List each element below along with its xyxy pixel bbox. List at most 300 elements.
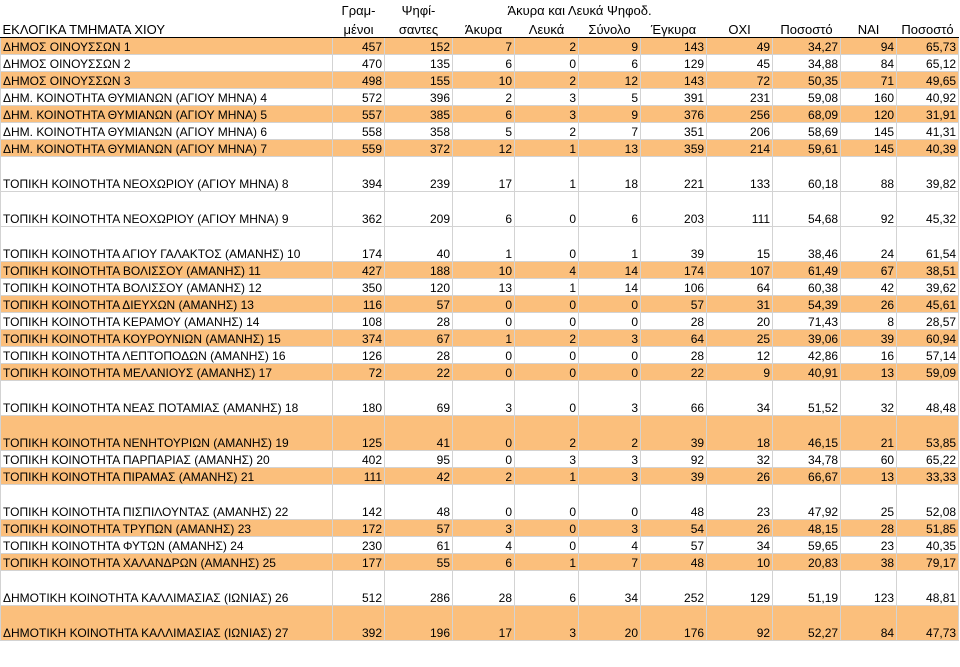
cell-blank: 0 [515, 313, 579, 330]
cell-voted: 57 [385, 296, 453, 313]
cell-yes: 120 [841, 106, 897, 123]
section-name-cell: ΤΟΠΙΚΗ ΚΟΙΝΟΤΗΤΑ ΤΡΥΠΩΝ (ΑΜΑΝΗΣ) 23 [1, 520, 333, 537]
cell-blank: 1 [515, 468, 579, 485]
cell-voted: 396 [385, 89, 453, 106]
cell-yes-percent: 65,22 [897, 451, 959, 468]
cell-valid: 48 [641, 485, 707, 520]
cell-invalid: 10 [453, 262, 515, 279]
cell-registered: 125 [333, 416, 385, 451]
cell-no-percent: 54,68 [773, 192, 841, 227]
section-name-cell: ΤΟΠΙΚΗ ΚΟΙΝΟΤΗΤΑ ΝΕΑΣ ΠΟΤΑΜΙΑΣ (ΑΜΑΝΗΣ) 18 [1, 381, 333, 416]
section-name-cell: ΤΟΠΙΚΗ ΚΟΙΝΟΤΗΤΑ ΜΕΛΑΝΙΟΥΣ (ΑΜΑΝΗΣ) 17 [1, 364, 333, 381]
section-name-cell: ΤΟΠΙΚΗ ΚΟΙΝΟΤΗΤΑ ΠΙΣΠΙΛΟΥΝΤΑΣ (ΑΜΑΝΗΣ) 22 [1, 485, 333, 520]
cell-no: 23 [707, 485, 773, 520]
cell-valid: 64 [641, 330, 707, 347]
section-name-cell: ΔΗΜΟΣ ΟΙΝΟΥΣΣΩΝ 2 [1, 55, 333, 72]
header-no-percent: Ποσοστό [773, 18, 841, 38]
cell-total: 3 [579, 451, 641, 468]
cell-yes-percent: 31,91 [897, 106, 959, 123]
section-name-cell: ΤΟΠΙΚΗ ΚΟΙΝΟΤΗΤΑ ΧΑΛΑΝΔΡΩΝ (ΑΜΑΝΗΣ) 25 [1, 554, 333, 571]
table-row [1, 606, 959, 641]
cell-blank: 0 [515, 227, 579, 262]
cell-yes: 88 [841, 157, 897, 192]
cell-yes-percent: 79,17 [897, 554, 959, 571]
cell-no: 231 [707, 89, 773, 106]
section-name-cell: ΔΗΜΟΤΙΚΗ ΚΟΙΝΟΤΗΤΑ ΚΑΛΛΙΜΑΣΙΑΣ (ΙΩΝΙΑΣ) 26 [1, 571, 333, 606]
cell-registered: 557 [333, 106, 385, 123]
cell-yes-percent: 40,35 [897, 537, 959, 554]
cell-valid: 57 [641, 537, 707, 554]
cell-no-percent: 20,83 [773, 554, 841, 571]
cell-no-percent: 59,65 [773, 537, 841, 554]
header-row-2 [1, 18, 959, 38]
section-name-cell: ΤΟΠΙΚΗ ΚΟΙΝΟΤΗΤΑ ΔΙΕΥΧΩΝ (ΑΜΑΝΗΣ) 13 [1, 296, 333, 313]
cell-yes-percent: 53,85 [897, 416, 959, 451]
header-valid: Έγκυρα [641, 18, 707, 38]
cell-total: 14 [579, 262, 641, 279]
cell-yes-percent: 57,14 [897, 347, 959, 364]
cell-total: 9 [579, 106, 641, 123]
cell-blank: 0 [515, 364, 579, 381]
cell-invalid: 0 [453, 313, 515, 330]
cell-yes-percent: 48,48 [897, 381, 959, 416]
table-row [1, 140, 959, 157]
section-name-cell: ΤΟΠΙΚΗ ΚΟΙΝΟΤΗΤΑ ΝΕΝΗΤΟΥΡΙΩΝ (ΑΜΑΝΗΣ) 19 [1, 416, 333, 451]
cell-voted: 28 [385, 347, 453, 364]
cell-yes: 24 [841, 227, 897, 262]
cell-yes-percent: 51,85 [897, 520, 959, 537]
table-row [1, 520, 959, 537]
cell-invalid: 0 [453, 364, 515, 381]
cell-voted: 28 [385, 313, 453, 330]
section-name-cell: ΤΟΠΙΚΗ ΚΟΙΝΟΤΗΤΑ ΠΑΡΠΑΡΙΑΣ (ΑΜΑΝΗΣ) 20 [1, 451, 333, 468]
cell-no: 133 [707, 157, 773, 192]
cell-blank: 0 [515, 381, 579, 416]
cell-blank: 4 [515, 262, 579, 279]
cell-valid: 92 [641, 451, 707, 468]
cell-registered: 174 [333, 227, 385, 262]
table-row [1, 485, 959, 520]
cell-yes-percent: 45,32 [897, 192, 959, 227]
cell-yes-percent: 48,81 [897, 571, 959, 606]
cell-yes-percent: 40,39 [897, 140, 959, 157]
table-row [1, 55, 959, 72]
cell-no-percent: 60,18 [773, 157, 841, 192]
table-row [1, 571, 959, 606]
header-no: ΟΧΙ [707, 18, 773, 38]
section-name-cell: ΤΟΠΙΚΗ ΚΟΙΝΟΤΗΤΑ ΝΕΟΧΩΡΙΟΥ (ΑΓΙΟΥ ΜΗΝΑ) 8 [1, 157, 333, 192]
cell-no-percent: 51,19 [773, 571, 841, 606]
cell-voted: 135 [385, 55, 453, 72]
cell-invalid: 0 [453, 416, 515, 451]
cell-yes-percent: 59,09 [897, 364, 959, 381]
header-registered: μένοι [333, 18, 385, 38]
cell-registered: 512 [333, 571, 385, 606]
cell-voted: 95 [385, 451, 453, 468]
cell-voted: 209 [385, 192, 453, 227]
header-row-1 [1, 0, 959, 18]
cell-voted: 55 [385, 554, 453, 571]
cell-yes: 32 [841, 381, 897, 416]
cell-invalid: 3 [453, 520, 515, 537]
cell-yes: 13 [841, 364, 897, 381]
cell-voted: 152 [385, 38, 453, 55]
cell-voted: 372 [385, 140, 453, 157]
cell-no: 34 [707, 537, 773, 554]
table-row [1, 192, 959, 227]
cell-no: 256 [707, 106, 773, 123]
header-blank [1, 0, 333, 18]
cell-yes: 23 [841, 537, 897, 554]
cell-no-percent: 42,86 [773, 347, 841, 364]
table-body [1, 38, 959, 641]
cell-no-percent: 59,61 [773, 140, 841, 157]
cell-invalid: 13 [453, 279, 515, 296]
cell-yes: 84 [841, 606, 897, 641]
cell-valid: 176 [641, 606, 707, 641]
cell-invalid: 4 [453, 537, 515, 554]
cell-total: 3 [579, 468, 641, 485]
cell-valid: 39 [641, 468, 707, 485]
cell-yes: 67 [841, 262, 897, 279]
cell-no-percent: 39,06 [773, 330, 841, 347]
cell-blank: 3 [515, 606, 579, 641]
cell-no-percent: 66,67 [773, 468, 841, 485]
cell-no-percent: 59,08 [773, 89, 841, 106]
cell-no-percent: 46,15 [773, 416, 841, 451]
cell-blank: 0 [515, 520, 579, 537]
table-row [1, 157, 959, 192]
cell-blank: 3 [515, 106, 579, 123]
cell-no-percent: 48,15 [773, 520, 841, 537]
cell-invalid: 2 [453, 89, 515, 106]
cell-registered: 392 [333, 606, 385, 641]
cell-voted: 57 [385, 520, 453, 537]
table-row [1, 416, 959, 451]
cell-no-percent: 68,09 [773, 106, 841, 123]
cell-invalid: 1 [453, 227, 515, 262]
cell-yes: 123 [841, 571, 897, 606]
cell-registered: 427 [333, 262, 385, 279]
cell-registered: 457 [333, 38, 385, 55]
cell-yes: 8 [841, 313, 897, 330]
section-name-cell: ΔΗΜ. ΚΟΙΝΟΤΗΤΑ ΘΥΜΙΑΝΩΝ (ΑΓΙΟΥ ΜΗΝΑ) 7 [1, 140, 333, 157]
cell-yes: 16 [841, 347, 897, 364]
cell-yes: 39 [841, 330, 897, 347]
cell-blank: 1 [515, 157, 579, 192]
table-row [1, 227, 959, 262]
header-voted: σαντες [385, 18, 453, 38]
cell-blank: 2 [515, 123, 579, 140]
table-row [1, 89, 959, 106]
cell-yes-percent: 61,54 [897, 227, 959, 262]
cell-no: 9 [707, 364, 773, 381]
cell-yes-percent: 60,94 [897, 330, 959, 347]
cell-yes: 38 [841, 554, 897, 571]
cell-no: 129 [707, 571, 773, 606]
cell-registered: 177 [333, 554, 385, 571]
cell-registered: 116 [333, 296, 385, 313]
cell-blank: 2 [515, 330, 579, 347]
cell-yes: 28 [841, 520, 897, 537]
cell-registered: 559 [333, 140, 385, 157]
cell-yes-percent: 65,73 [897, 38, 959, 55]
cell-yes-percent: 39,62 [897, 279, 959, 296]
cell-no: 111 [707, 192, 773, 227]
cell-no-percent: 51,52 [773, 381, 841, 416]
cell-no: 26 [707, 520, 773, 537]
cell-valid: 143 [641, 72, 707, 89]
cell-yes-percent: 38,51 [897, 262, 959, 279]
table-row [1, 313, 959, 330]
header-yes: ΝΑΙ [841, 18, 897, 38]
cell-total: 6 [579, 192, 641, 227]
cell-yes-percent: 65,12 [897, 55, 959, 72]
section-name-cell: ΤΟΠΙΚΗ ΚΟΙΝΟΤΗΤΑ ΠΙΡΑΜΑΣ (ΑΜΑΝΗΣ) 21 [1, 468, 333, 485]
cell-no: 31 [707, 296, 773, 313]
cell-valid: 252 [641, 571, 707, 606]
cell-yes: 26 [841, 296, 897, 313]
cell-total: 0 [579, 313, 641, 330]
cell-registered: 142 [333, 485, 385, 520]
cell-no: 10 [707, 554, 773, 571]
cell-invalid: 17 [453, 157, 515, 192]
cell-no: 18 [707, 416, 773, 451]
cell-voted: 286 [385, 571, 453, 606]
header-registered-top: Γραμ- [341, 3, 376, 18]
cell-total: 7 [579, 554, 641, 571]
cell-voted: 239 [385, 157, 453, 192]
section-name-cell: ΔΗΜ. ΚΟΙΝΟΤΗΤΑ ΘΥΜΙΑΝΩΝ (ΑΓΙΟΥ ΜΗΝΑ) 5 [1, 106, 333, 123]
cell-yes: 160 [841, 89, 897, 106]
cell-yes: 94 [841, 38, 897, 55]
cell-valid: 48 [641, 554, 707, 571]
cell-voted: 385 [385, 106, 453, 123]
cell-no: 34 [707, 381, 773, 416]
cell-valid: 66 [641, 381, 707, 416]
cell-invalid: 6 [453, 192, 515, 227]
cell-total: 20 [579, 606, 641, 641]
cell-no: 15 [707, 227, 773, 262]
cell-voted: 67 [385, 330, 453, 347]
cell-total: 6 [579, 55, 641, 72]
header-invalid-blank-group: Άκυρα και Λευκά Ψηφοδ. [507, 3, 652, 18]
cell-invalid: 6 [453, 55, 515, 72]
cell-total: 0 [579, 364, 641, 381]
cell-valid: 22 [641, 364, 707, 381]
cell-voted: 69 [385, 381, 453, 416]
header-total: Σύνολο [579, 18, 641, 38]
cell-registered: 498 [333, 72, 385, 89]
table-row [1, 262, 959, 279]
section-name-cell: ΤΟΠΙΚΗ ΚΟΙΝΟΤΗΤΑ ΒΟΛΙΣΣΟΥ (ΑΜΑΝΗΣ) 12 [1, 279, 333, 296]
cell-no-percent: 52,27 [773, 606, 841, 641]
cell-invalid: 5 [453, 123, 515, 140]
cell-blank: 1 [515, 279, 579, 296]
cell-blank: 0 [515, 347, 579, 364]
cell-invalid: 3 [453, 381, 515, 416]
cell-valid: 106 [641, 279, 707, 296]
cell-valid: 174 [641, 262, 707, 279]
section-name-cell: ΔΗΜΟΣ ΟΙΝΟΥΣΣΩΝ 3 [1, 72, 333, 89]
cell-no-percent: 34,27 [773, 38, 841, 55]
cell-blank: 0 [515, 537, 579, 554]
cell-yes: 25 [841, 485, 897, 520]
cell-voted: 41 [385, 416, 453, 451]
cell-invalid: 2 [453, 468, 515, 485]
cell-valid: 391 [641, 89, 707, 106]
cell-yes: 60 [841, 451, 897, 468]
table-row [1, 381, 959, 416]
cell-valid: 28 [641, 313, 707, 330]
table-row [1, 347, 959, 364]
cell-total: 3 [579, 330, 641, 347]
cell-blank: 1 [515, 554, 579, 571]
cell-no: 107 [707, 262, 773, 279]
cell-yes-percent: 49,65 [897, 72, 959, 89]
cell-registered: 180 [333, 381, 385, 416]
cell-yes: 21 [841, 416, 897, 451]
cell-yes-percent: 39,82 [897, 157, 959, 192]
cell-no-percent: 54,39 [773, 296, 841, 313]
cell-no-percent: 60,38 [773, 279, 841, 296]
cell-valid: 143 [641, 38, 707, 55]
cell-no: 49 [707, 38, 773, 55]
cell-total: 18 [579, 157, 641, 192]
cell-invalid: 12 [453, 140, 515, 157]
cell-valid: 351 [641, 123, 707, 140]
table-row [1, 38, 959, 55]
table-row [1, 123, 959, 140]
cell-yes: 13 [841, 468, 897, 485]
cell-valid: 54 [641, 520, 707, 537]
cell-blank: 3 [515, 89, 579, 106]
cell-voted: 48 [385, 485, 453, 520]
cell-invalid: 17 [453, 606, 515, 641]
cell-total: 1 [579, 227, 641, 262]
cell-total: 3 [579, 381, 641, 416]
cell-no: 25 [707, 330, 773, 347]
cell-voted: 155 [385, 72, 453, 89]
cell-invalid: 0 [453, 296, 515, 313]
cell-voted: 61 [385, 537, 453, 554]
cell-yes: 71 [841, 72, 897, 89]
cell-total: 13 [579, 140, 641, 157]
cell-total: 2 [579, 416, 641, 451]
cell-no: 214 [707, 140, 773, 157]
cell-total: 7 [579, 123, 641, 140]
cell-voted: 40 [385, 227, 453, 262]
table-row [1, 468, 959, 485]
section-name-cell: ΤΟΠΙΚΗ ΚΟΙΝΟΤΗΤΑ ΦΥΤΩΝ (ΑΜΑΝΗΣ) 24 [1, 537, 333, 554]
cell-no-percent: 40,91 [773, 364, 841, 381]
cell-blank: 0 [515, 192, 579, 227]
cell-no-percent: 50,35 [773, 72, 841, 89]
cell-yes-percent: 52,08 [897, 485, 959, 520]
cell-blank: 3 [515, 451, 579, 468]
cell-total: 34 [579, 571, 641, 606]
section-name-cell: ΤΟΠΙΚΗ ΚΟΙΝΟΤΗΤΑ ΛΕΠΤΟΠΟΔΩΝ (ΑΜΑΝΗΣ) 16 [1, 347, 333, 364]
cell-valid: 39 [641, 416, 707, 451]
cell-registered: 72 [333, 364, 385, 381]
header-yes-percent: Ποσοστό [897, 18, 959, 38]
section-name-cell: ΤΟΠΙΚΗ ΚΟΙΝΟΤΗΤΑ ΚΕΡΑΜΟΥ (ΑΜΑΝΗΣ) 14 [1, 313, 333, 330]
cell-registered: 362 [333, 192, 385, 227]
cell-no-percent: 34,78 [773, 451, 841, 468]
cell-voted: 196 [385, 606, 453, 641]
cell-invalid: 1 [453, 330, 515, 347]
cell-blank: 6 [515, 571, 579, 606]
cell-valid: 39 [641, 227, 707, 262]
section-name-cell: ΤΟΠΙΚΗ ΚΟΙΝΟΤΗΤΑ ΑΓΙΟΥ ΓΑΛΑΚΤΟΣ (ΑΜΑΝΗΣ) 10 [1, 227, 333, 262]
section-name-cell: ΔΗΜΟΣ ΟΙΝΟΥΣΣΩΝ 1 [1, 38, 333, 55]
cell-blank: 2 [515, 72, 579, 89]
cell-voted: 42 [385, 468, 453, 485]
cell-yes-percent: 40,92 [897, 89, 959, 106]
cell-blank: 0 [515, 55, 579, 72]
cell-valid: 221 [641, 157, 707, 192]
cell-yes-percent: 47,73 [897, 606, 959, 641]
cell-total: 12 [579, 72, 641, 89]
cell-valid: 359 [641, 140, 707, 157]
table-row [1, 330, 959, 347]
cell-registered: 470 [333, 55, 385, 72]
table-row [1, 451, 959, 468]
cell-total: 14 [579, 279, 641, 296]
cell-yes-percent: 41,31 [897, 123, 959, 140]
cell-voted: 358 [385, 123, 453, 140]
cell-invalid: 0 [453, 485, 515, 520]
table-row [1, 106, 959, 123]
cell-blank: 2 [515, 416, 579, 451]
cell-registered: 350 [333, 279, 385, 296]
cell-registered: 172 [333, 520, 385, 537]
cell-registered: 394 [333, 157, 385, 192]
table-row [1, 296, 959, 313]
cell-voted: 22 [385, 364, 453, 381]
cell-yes: 92 [841, 192, 897, 227]
cell-voted: 120 [385, 279, 453, 296]
cell-yes-percent: 33,33 [897, 468, 959, 485]
cell-yes-percent: 45,61 [897, 296, 959, 313]
cell-invalid: 7 [453, 38, 515, 55]
cell-invalid: 6 [453, 554, 515, 571]
section-name-cell: ΔΗΜΟΤΙΚΗ ΚΟΙΝΟΤΗΤΑ ΚΑΛΛΙΜΑΣΙΑΣ (ΙΩΝΙΑΣ) 27 [1, 606, 333, 641]
table-row [1, 554, 959, 571]
cell-invalid: 0 [453, 347, 515, 364]
cell-yes: 145 [841, 123, 897, 140]
cell-invalid: 28 [453, 571, 515, 606]
cell-total: 3 [579, 520, 641, 537]
cell-valid: 376 [641, 106, 707, 123]
header-invalid: Άκυρα [453, 18, 515, 38]
header-sections: ΕΚΛΟΓΙΚΑ ΤΜΗΜΑΤΑ ΧΙΟΥ [1, 18, 333, 38]
cell-registered: 558 [333, 123, 385, 140]
cell-registered: 126 [333, 347, 385, 364]
cell-invalid: 10 [453, 72, 515, 89]
table-row [1, 364, 959, 381]
section-name-cell: ΔΗΜ. ΚΟΙΝΟΤΗΤΑ ΘΥΜΙΑΝΩΝ (ΑΓΙΟΥ ΜΗΝΑ) 4 [1, 89, 333, 106]
cell-blank: 0 [515, 296, 579, 313]
cell-no: 72 [707, 72, 773, 89]
cell-registered: 402 [333, 451, 385, 468]
section-name-cell: ΤΟΠΙΚΗ ΚΟΙΝΟΤΗΤΑ ΒΟΛΙΣΣΟΥ (ΑΜΑΝΗΣ) 11 [1, 262, 333, 279]
cell-yes: 42 [841, 279, 897, 296]
cell-no-percent: 61,49 [773, 262, 841, 279]
cell-total: 4 [579, 537, 641, 554]
cell-no: 12 [707, 347, 773, 364]
section-name-cell: ΤΟΠΙΚΗ ΚΟΙΝΟΤΗΤΑ ΚΟΥΡΟΥΝΙΩΝ (ΑΜΑΝΗΣ) 15 [1, 330, 333, 347]
